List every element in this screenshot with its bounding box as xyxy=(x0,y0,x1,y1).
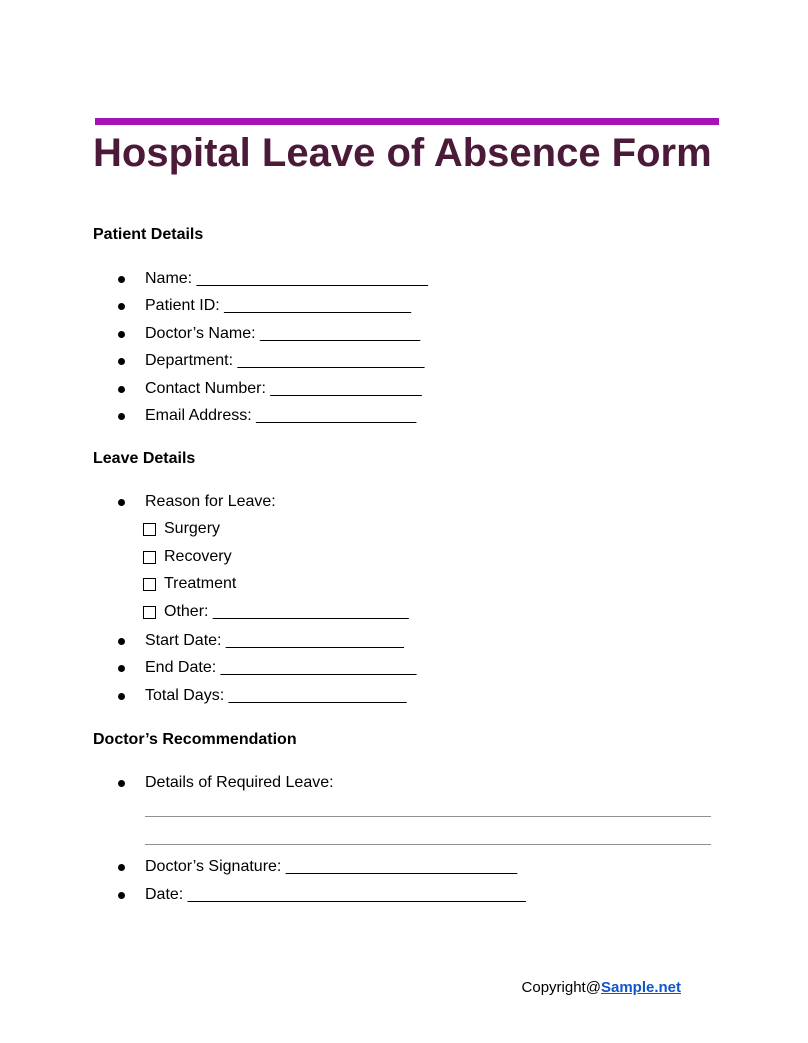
bullet-icon xyxy=(118,303,125,310)
bullet-icon xyxy=(118,780,125,787)
bullet-icon xyxy=(118,665,125,672)
checkbox-label-surgery: Surgery xyxy=(164,520,221,537)
list-item-date xyxy=(93,887,526,903)
bullet-icon xyxy=(118,499,125,506)
field-patient-id: Patient ID: _____________________ xyxy=(145,297,412,314)
checkbox-icon[interactable] xyxy=(143,523,156,536)
list-item-doctors-signature xyxy=(93,859,517,875)
copyright-text: Copyright@ xyxy=(521,979,601,996)
section-heading-doctors-recommendation: Doctor’s Recommendation xyxy=(93,731,297,748)
bullet-icon xyxy=(118,276,125,283)
field-end-date: End Date: ______________________ xyxy=(145,659,417,676)
list-item-department xyxy=(93,353,424,369)
field-doctors-signature: Doctor’s Signature: __________________________ xyxy=(145,858,518,875)
field-name: Name: __________________________ xyxy=(145,270,428,287)
field-contact-number: Contact Number: _________________ xyxy=(145,380,422,397)
field-email-address: Email Address: __________________ xyxy=(145,407,417,424)
checkbox-icon[interactable] xyxy=(143,551,156,564)
list-item-email-address xyxy=(93,408,416,424)
list-item-patient-id xyxy=(93,298,411,314)
list-item-name xyxy=(93,271,428,287)
footer-copyright xyxy=(522,979,681,997)
checkbox-label-recovery: Recovery xyxy=(164,548,232,565)
field-date: Date: ______________________________________ xyxy=(145,886,526,903)
field-total-days: Total Days: ____________________ xyxy=(145,687,407,704)
checkbox-option-other xyxy=(143,604,409,620)
bullet-icon xyxy=(118,386,125,393)
checkbox-icon[interactable] xyxy=(143,578,156,591)
bullet-icon xyxy=(118,358,125,365)
bullet-icon xyxy=(118,413,125,420)
checkbox-label-other: Other: ______________________ xyxy=(164,603,409,620)
section-heading-leave-details: Leave Details xyxy=(93,450,196,467)
list-item-details-of-required-leave xyxy=(93,775,334,791)
field-start-date: Start Date: ____________________ xyxy=(145,632,404,649)
field-reason-for-leave: Reason for Leave: xyxy=(145,493,276,510)
section-heading-patient-details: Patient Details xyxy=(93,226,204,243)
bullet-icon xyxy=(118,331,125,338)
field-details-of-required-leave: Details of Required Leave: xyxy=(145,774,334,791)
list-item-end-date xyxy=(93,660,416,676)
list-item-doctor-name xyxy=(93,326,420,342)
bullet-icon xyxy=(118,892,125,899)
checkbox-icon[interactable] xyxy=(143,606,156,619)
writing-line xyxy=(145,844,711,845)
checkbox-label-treatment: Treatment xyxy=(164,575,237,592)
list-item-reason-for-leave xyxy=(93,494,276,510)
list-item-total-days xyxy=(93,688,407,704)
bullet-icon xyxy=(118,693,125,700)
page-title: Hospital Leave of Absence Form xyxy=(93,131,712,175)
bullet-icon xyxy=(118,638,125,645)
footer-link[interactable]: Sample.net xyxy=(600,979,681,996)
list-item-contact-number xyxy=(93,381,422,397)
accent-bar xyxy=(95,118,719,125)
field-doctor-name: Doctor’s Name: __________________ xyxy=(145,325,421,342)
bullet-icon xyxy=(118,864,125,871)
list-item-start-date xyxy=(93,633,404,649)
checkbox-option-surgery xyxy=(143,521,220,537)
checkbox-option-recovery xyxy=(143,549,232,565)
field-department: Department: _____________________ xyxy=(145,352,425,369)
checkbox-option-treatment xyxy=(143,576,236,592)
writing-line xyxy=(145,816,711,817)
